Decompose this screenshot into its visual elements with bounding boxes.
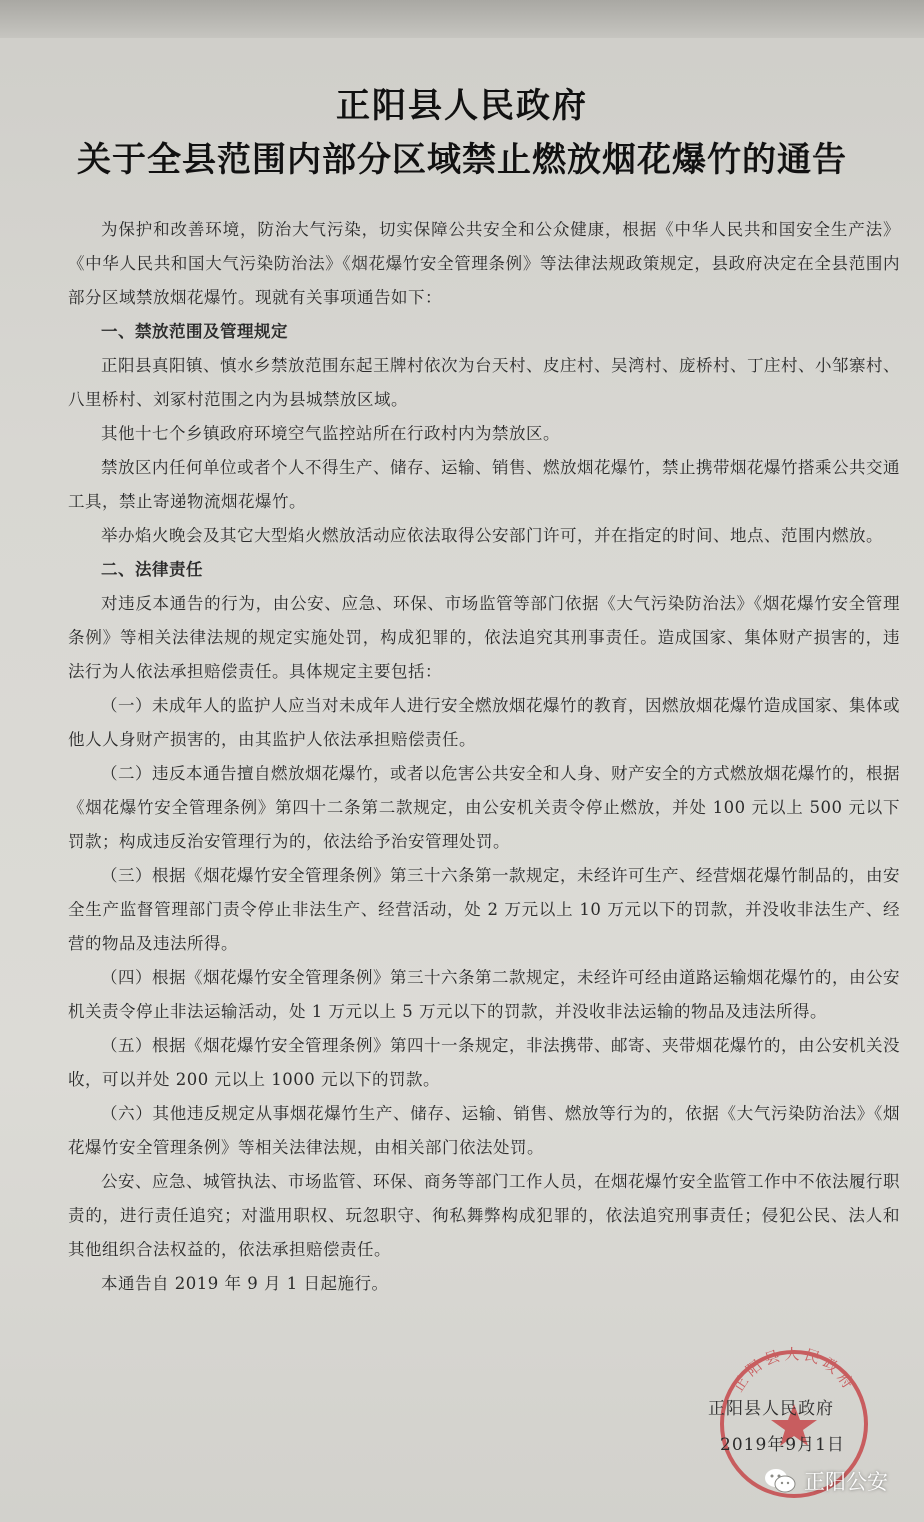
body-paragraph: （四）根据《烟花爆竹安全管理条例》第三十六条第二款规定，未经许可经由道路运输烟花爆竹的，由公安机关责令停止非法运输活动，处 1 万元以上 5 万元以下的罚款，并没收非法运输的物品及违法所得。 [68, 968, 900, 1021]
signature-date: 2019年9月1日 [720, 1435, 845, 1455]
watermark [764, 1466, 888, 1496]
body-paragraph: （一）未成年人的监护人应当对未成年人进行安全燃放烟花爆竹的教育，因燃放烟花爆竹造成国家、集体或他人人身财产损害的，由其监护人依法承担赔偿责任。 [68, 696, 900, 749]
paper-fold-shadow [0, 0, 924, 38]
signature-organization: 正阳县人民政府 [708, 1399, 834, 1419]
section-heading: 一、禁放范围及管理规定 [101, 322, 288, 341]
watermark-label: 正阳公安 [804, 1470, 888, 1494]
section-heading: 二、法律责任 [101, 560, 203, 579]
body-paragraph: 正阳县真阳镇、慎水乡禁放范围东起王牌村依次为台天村、皮庄村、吴湾村、庞桥村、丁庄村、小邹寨村、八里桥村、刘冢村范围之内为县城禁放区域。 [68, 356, 900, 409]
body-paragraph: （三）根据《烟花爆竹安全管理条例》第三十六条第一款规定，未经许可生产、经营烟花爆竹制品的，由安全生产监督管理部门责令停止非法生产、经营活动，处 2 万元以上 10 万元以下的罚款，并没收非法生产、经营的物品及违法所得。 [68, 866, 900, 953]
body-paragraph: （五）根据《烟花爆竹安全管理条例》第四十一条规定，非法携带、邮寄、夹带烟花爆竹的，由公安机关没收，可以并处 200 元以上 1000 元以下的罚款。 [68, 1036, 900, 1089]
body-paragraph: 为保护和改善环境，防治大气污染，切实保障公共安全和公众健康，根据《中华人民共和国安全生产法》《中华人民共和国大气污染防治法》《烟花爆竹安全管理条例》等法律法规政策规定，县政府决定在全县范围内部分区域禁放烟花爆竹。现就有关事项通告如下： [68, 220, 900, 307]
notice-body [68, 213, 900, 1301]
body-paragraph: 举办焰火晚会及其它大型焰火燃放活动应依法取得公安部门许可，并在指定的时间、地点、范围内燃放。 [101, 526, 883, 545]
body-paragraph: 对违反本通告的行为，由公安、应急、环保、市场监管等部门依据《大气污染防治法》《烟花爆竹安全管理条例》等相关法律法规的规定实施处罚，构成犯罪的，依法追究其刑事责任。造成国家、集体财产损害的，违法行为人依法承担赔偿责任。具体规定主要包括： [68, 594, 900, 681]
wechat-icon [764, 1467, 796, 1495]
body-paragraph: 其他十七个乡镇政府环境空气监控站所在行政村内为禁放区。 [101, 424, 560, 443]
body-paragraph: （二）违反本通告擅自燃放烟花爆竹，或者以危害公共安全和人身、财产安全的方式燃放烟花爆竹的，根据《烟花爆竹安全管理条例》第四十二条第二款规定，由公安机关责令停止燃放，并处 100 元以上 500 元以下罚款；构成违反治安管理行为的，依法给予治安管理处罚。 [68, 764, 900, 851]
document-title: 关于全县范围内部分区域禁止燃放烟花爆竹的通告 [77, 140, 847, 180]
body-paragraph: （六）其他违反规定从事烟花爆竹生产、储存、运输、销售、燃放等行为的，依据《大气污染防治法》《烟花爆竹安全管理条例》等相关法律法规，由相关部门依法处罚。 [68, 1104, 900, 1157]
body-paragraph: 本通告自 2019 年 9 月 1 日起施行。 [101, 1274, 389, 1293]
body-paragraph: 公安、应急、城管执法、市场监管、环保、商务等部门工作人员，在烟花爆竹安全监管工作中不依法履行职责的，进行责任追究；对滥用职权、玩忽职守、徇私舞弊构成犯罪的，依法追究刑事责任；侵犯公民、法人和其他组织合法权益的，依法承担赔偿责任。 [68, 1172, 900, 1259]
seal-text: 正阳县人民政府 [728, 1346, 860, 1396]
svg-text:正阳县人民政府 [729, 1346, 860, 1395]
document-title-issuer: 正阳县人民政府 [336, 86, 588, 126]
body-paragraph: 禁放区内任何单位或者个人不得生产、储存、运输、销售、燃放烟花爆竹，禁止携带烟花爆竹搭乘公共交通工具，禁止寄递物流烟花爆竹。 [68, 458, 900, 511]
